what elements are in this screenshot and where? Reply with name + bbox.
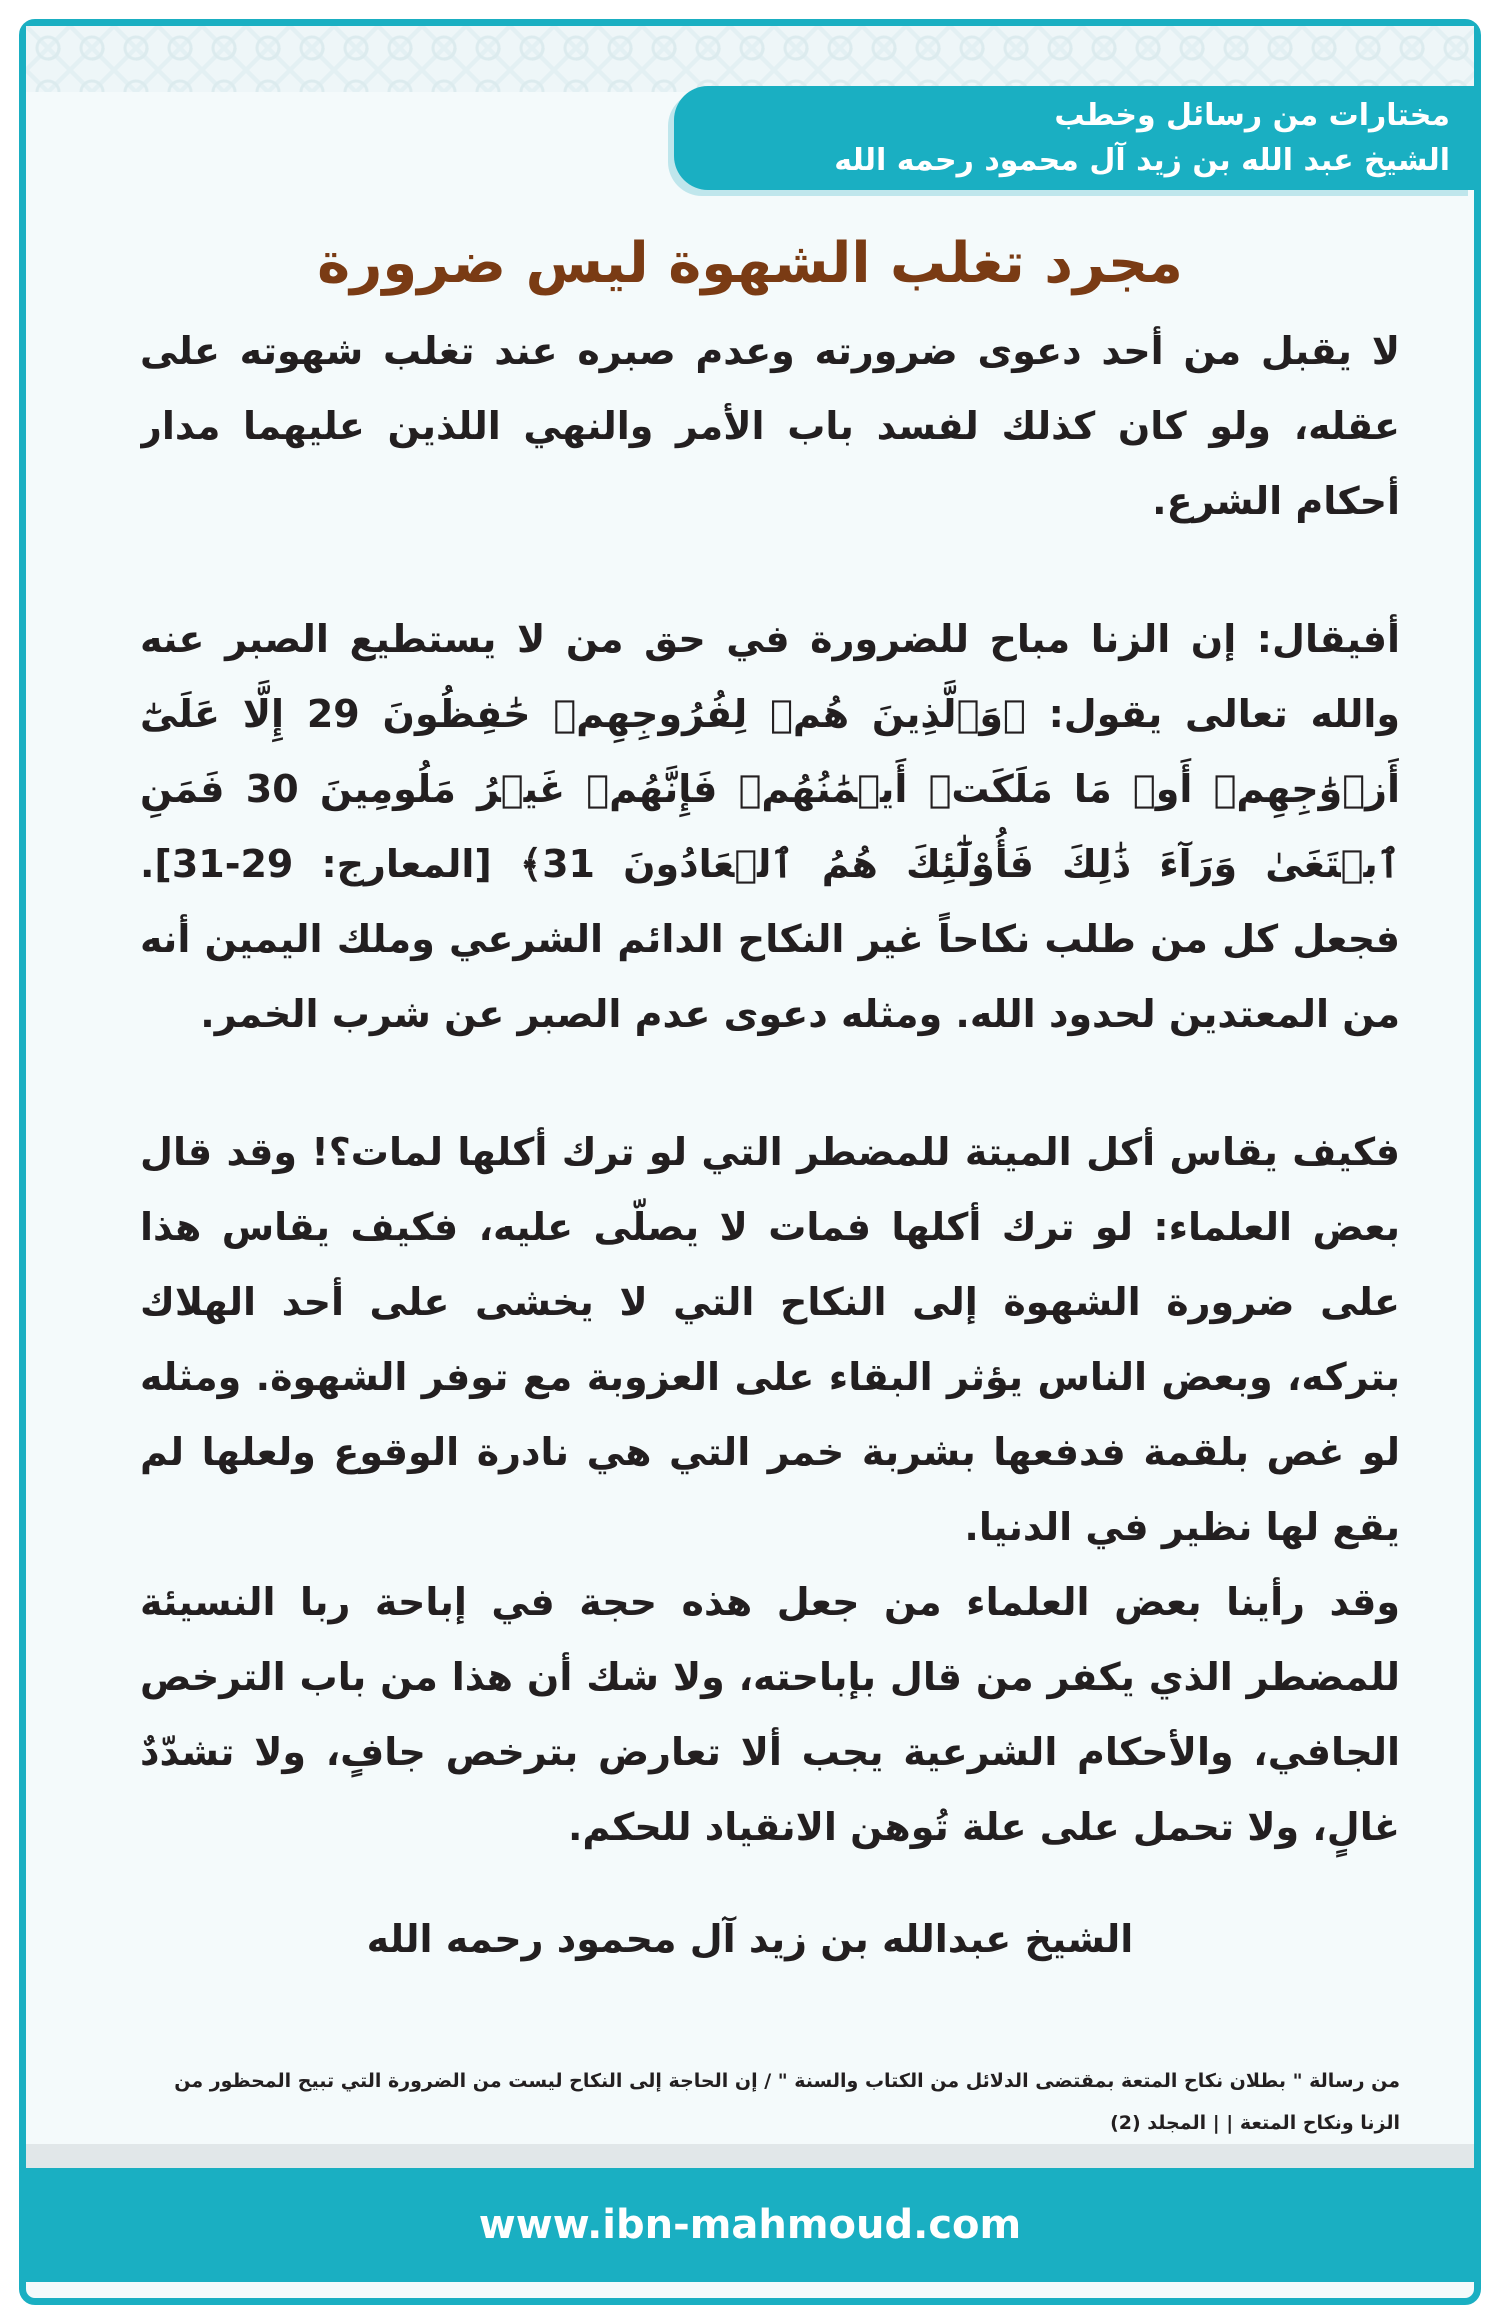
source-note: من رسالة " بطلان نكاح المتعة بمقتضى الدلائل من الكتاب والسنة " / إن الحاجة إلى النكاح ليست من الضرورة التي تبيح المحظور من الزنا ونكاح المتعة | | المجلد (2) (174, 2070, 1400, 2134)
header-author-name: الشيخ عبد الله بن زيد آل محمود رحمه الله (834, 143, 1450, 178)
author-signature: الشيخ عبدالله بن زيد آل محمود رحمه الله (366, 1917, 1134, 1961)
article-title: مجرد تغلب الشهوة ليس ضرورة (317, 231, 1183, 296)
paragraph-1: لا يقبل من أحد دعوى ضرورته وعدم صبره عند تغلب شهوته على عقله، ولو كان كذلك لفسد باب الأمر والنهي اللذين عليهما مدار أحكام الشرع. (140, 329, 1400, 523)
website-url: www.ibn-mahmoud.com (478, 2202, 1022, 2248)
article-body (140, 314, 1400, 1904)
footer-bar (26, 2168, 1474, 2282)
paragraph-3: فكيف يقاس أكل الميتة للمضطر التي لو ترك أكلها لمات؟! وقد قال بعض العلماء: لو ترك أكلها فمات لا يصلّى عليه، فكيف يقاس هذا على ضرورة الشهوة إلى النكاح التي لا يخشى على أحد الهلاك بتركه، وبعض الناس يؤثر البقاء على العزوبة مع توفر الشهوة. ومثله لو غص بلقمة فدفعها بشربة خمر التي هي نادرة الوقوع ولعلها لم يقع لها نظير في الدنيا. (140, 1130, 1400, 1549)
footer-divider (26, 2144, 1474, 2168)
paragraph-2: أفيقال: إن الزنا مباح للضرورة في حق من لا يستطيع الصبر عنه والله تعالى يقول: ﴿وَٱلَّذِينَ هُمۡ لِفُرُوجِهِمۡ حَٰفِظُونَ 29 إِلَّا عَلَىٰٓ أَزۡوَٰجِهِمۡ أَوۡ مَا مَلَكَتۡ أَيۡمَٰنُهُمۡ فَإِنَّهُمۡ غَيۡرُ مَلُومِينَ 30 فَمَنِ ٱبۡتَغَىٰ وَرَآءَ ذَٰلِكَ فَأُوْلَٰٓئِكَ هُمُ ٱلۡعَادُونَ 31﴾ [المعارج: 29-31]. فجعل كل من طلب نكاحاً غير النكاح الدائم الشرعي وملك اليمين أنه من المعتدين لحدود الله. ومثله دعوى عدم الصبر عن شرب الخمر. (140, 617, 1400, 1036)
decorative-pattern-strip (26, 26, 1474, 92)
header-banner (674, 86, 1474, 190)
header-series-title: مختارات من رسائل وخطب (1054, 98, 1450, 133)
paragraph-4: وقد رأينا بعض العلماء من جعل هذه حجة في إباحة ربا النسيئة للمضطر الذي يكفر من قال بإباحته، ولا شك أن هذا من باب الترخص الجافي، والأحكام الشرعية يجب ألا تعارض بترخص جافٍ، ولا تشدّدٌ غالٍ، ولا تحمل على علة تُوهن الانقياد للحكم. (140, 1580, 1400, 1849)
